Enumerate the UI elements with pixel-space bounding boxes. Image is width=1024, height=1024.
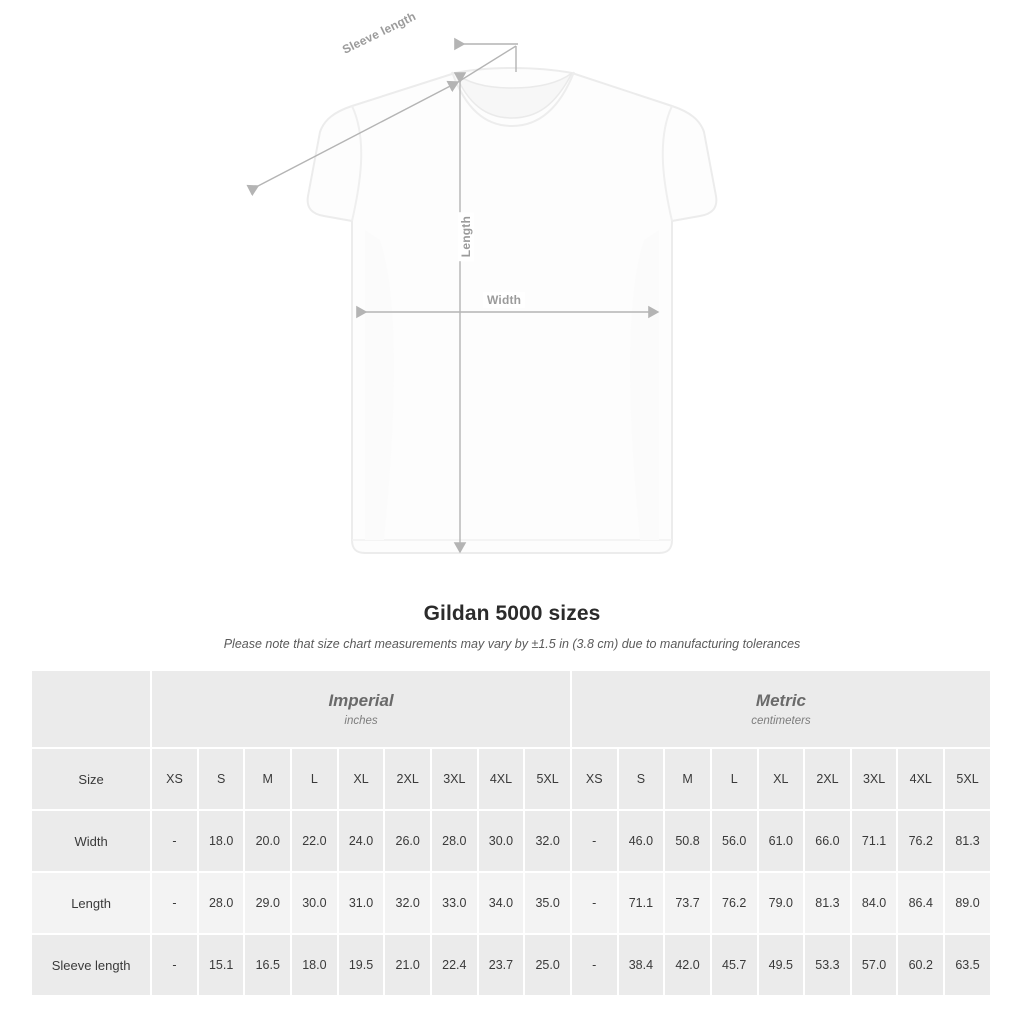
unit-group-metric xyxy=(572,671,992,749)
cell-length-metric-xl: 79.0 xyxy=(759,873,806,935)
cell-sleeve-imperial-xs: - xyxy=(152,935,199,997)
cell-width-metric-2xl: 66.0 xyxy=(805,811,852,873)
table-row xyxy=(32,873,992,935)
size-header-metric-s: S xyxy=(619,749,666,811)
cell-sleeve-imperial-l: 18.0 xyxy=(292,935,339,997)
cell-sleeve-imperial-xl: 19.5 xyxy=(339,935,386,997)
cell-width-imperial-xs: - xyxy=(152,811,199,873)
cell-width-imperial-xl: 24.0 xyxy=(339,811,386,873)
cell-length-metric-s: 71.1 xyxy=(619,873,666,935)
cell-width-imperial-l: 22.0 xyxy=(292,811,339,873)
row-label-sleeve-length: Sleeve length xyxy=(32,935,152,997)
cell-width-metric-4xl: 76.2 xyxy=(898,811,945,873)
size-header-imperial-xl: XL xyxy=(339,749,386,811)
cell-length-imperial-xl: 31.0 xyxy=(339,873,386,935)
cell-length-imperial-3xl: 33.0 xyxy=(432,873,479,935)
unit-group-metric-name: Metric xyxy=(755,691,806,710)
cell-length-metric-3xl: 84.0 xyxy=(852,873,899,935)
cell-length-imperial-l: 30.0 xyxy=(292,873,339,935)
size-header-imperial-5xl: 5XL xyxy=(525,749,572,811)
unit-group-imperial-name: Imperial xyxy=(328,691,394,710)
corner-cell xyxy=(32,671,152,749)
size-header-metric-4xl: 4XL xyxy=(898,749,945,811)
unit-group-metric-sub: centimeters xyxy=(751,715,811,727)
size-header-imperial-s: S xyxy=(199,749,246,811)
size-table-wrapper xyxy=(32,671,992,997)
cell-sleeve-metric-s: 38.4 xyxy=(619,935,666,997)
cell-length-metric-m: 73.7 xyxy=(665,873,712,935)
cell-width-imperial-5xl: 32.0 xyxy=(525,811,572,873)
cell-length-imperial-xs: - xyxy=(152,873,199,935)
cell-sleeve-metric-3xl: 57.0 xyxy=(852,935,899,997)
size-header-imperial-xs: XS xyxy=(152,749,199,811)
unit-group-imperial-sub: inches xyxy=(344,715,378,727)
cell-sleeve-imperial-3xl: 22.4 xyxy=(432,935,479,997)
cell-width-imperial-s: 18.0 xyxy=(199,811,246,873)
cell-length-imperial-4xl: 34.0 xyxy=(479,873,526,935)
size-header-metric-m: M xyxy=(665,749,712,811)
unit-header-row xyxy=(32,671,992,749)
cell-sleeve-imperial-4xl: 23.7 xyxy=(479,935,526,997)
cell-width-metric-l: 56.0 xyxy=(712,811,759,873)
cell-length-metric-2xl: 81.3 xyxy=(805,873,852,935)
cell-length-metric-xs: - xyxy=(572,873,619,935)
cell-width-metric-s: 46.0 xyxy=(619,811,666,873)
cell-width-metric-m: 50.8 xyxy=(665,811,712,873)
cell-sleeve-imperial-s: 15.1 xyxy=(199,935,246,997)
cell-length-imperial-2xl: 32.0 xyxy=(385,873,432,935)
cell-width-metric-xs: - xyxy=(572,811,619,873)
cell-length-imperial-5xl: 35.0 xyxy=(525,873,572,935)
cell-length-metric-4xl: 86.4 xyxy=(898,873,945,935)
table-row xyxy=(32,935,992,997)
cell-sleeve-metric-5xl: 63.5 xyxy=(945,935,992,997)
page-title: Gildan 5000 sizes xyxy=(423,602,601,625)
cell-sleeve-metric-m: 42.0 xyxy=(665,935,712,997)
size-header-row xyxy=(32,749,992,811)
cell-sleeve-metric-4xl: 60.2 xyxy=(898,935,945,997)
cell-length-metric-5xl: 89.0 xyxy=(945,873,992,935)
cell-sleeve-metric-xs: - xyxy=(572,935,619,997)
cell-sleeve-metric-xl: 49.5 xyxy=(759,935,806,997)
size-table xyxy=(32,671,992,997)
size-header-imperial-4xl: 4XL xyxy=(479,749,526,811)
unit-group-imperial xyxy=(152,671,572,749)
length-label: Length xyxy=(458,212,474,261)
cell-sleeve-imperial-m: 16.5 xyxy=(245,935,292,997)
size-header-metric-xs: XS xyxy=(572,749,619,811)
tolerance-note: Please note that size chart measurements may vary by ±1.5 in (3.8 cm) due to manufacturing tolerances xyxy=(223,637,801,651)
cell-length-metric-l: 76.2 xyxy=(712,873,759,935)
tshirt-shape xyxy=(308,68,717,553)
table-row xyxy=(32,811,992,873)
cell-width-imperial-2xl: 26.0 xyxy=(385,811,432,873)
sleeve-length-label: Sleeve length xyxy=(336,6,422,59)
size-header-metric-xl: XL xyxy=(759,749,806,811)
size-header-imperial-m: M xyxy=(245,749,292,811)
cell-width-imperial-m: 20.0 xyxy=(245,811,292,873)
cell-width-metric-3xl: 71.1 xyxy=(852,811,899,873)
cell-sleeve-imperial-5xl: 25.0 xyxy=(525,935,572,997)
cell-width-metric-xl: 61.0 xyxy=(759,811,806,873)
cell-length-imperial-m: 29.0 xyxy=(245,873,292,935)
cell-sleeve-metric-l: 45.7 xyxy=(712,935,759,997)
row-label-length: Length xyxy=(32,873,152,935)
cell-length-imperial-s: 28.0 xyxy=(199,873,246,935)
size-header-metric-l: L xyxy=(712,749,759,811)
size-header-imperial-3xl: 3XL xyxy=(432,749,479,811)
size-header-metric-2xl: 2XL xyxy=(805,749,852,811)
title-block xyxy=(0,602,1024,651)
size-header-label: Size xyxy=(32,749,152,811)
cell-width-metric-5xl: 81.3 xyxy=(945,811,992,873)
cell-width-imperial-3xl: 28.0 xyxy=(432,811,479,873)
cell-sleeve-metric-2xl: 53.3 xyxy=(805,935,852,997)
size-header-imperial-2xl: 2XL xyxy=(385,749,432,811)
cell-width-imperial-4xl: 30.0 xyxy=(479,811,526,873)
cell-sleeve-imperial-2xl: 21.0 xyxy=(385,935,432,997)
size-header-imperial-l: L xyxy=(292,749,339,811)
width-label: Width xyxy=(483,292,525,308)
size-header-metric-3xl: 3XL xyxy=(852,749,899,811)
size-header-metric-5xl: 5XL xyxy=(945,749,992,811)
row-label-width: Width xyxy=(32,811,152,873)
